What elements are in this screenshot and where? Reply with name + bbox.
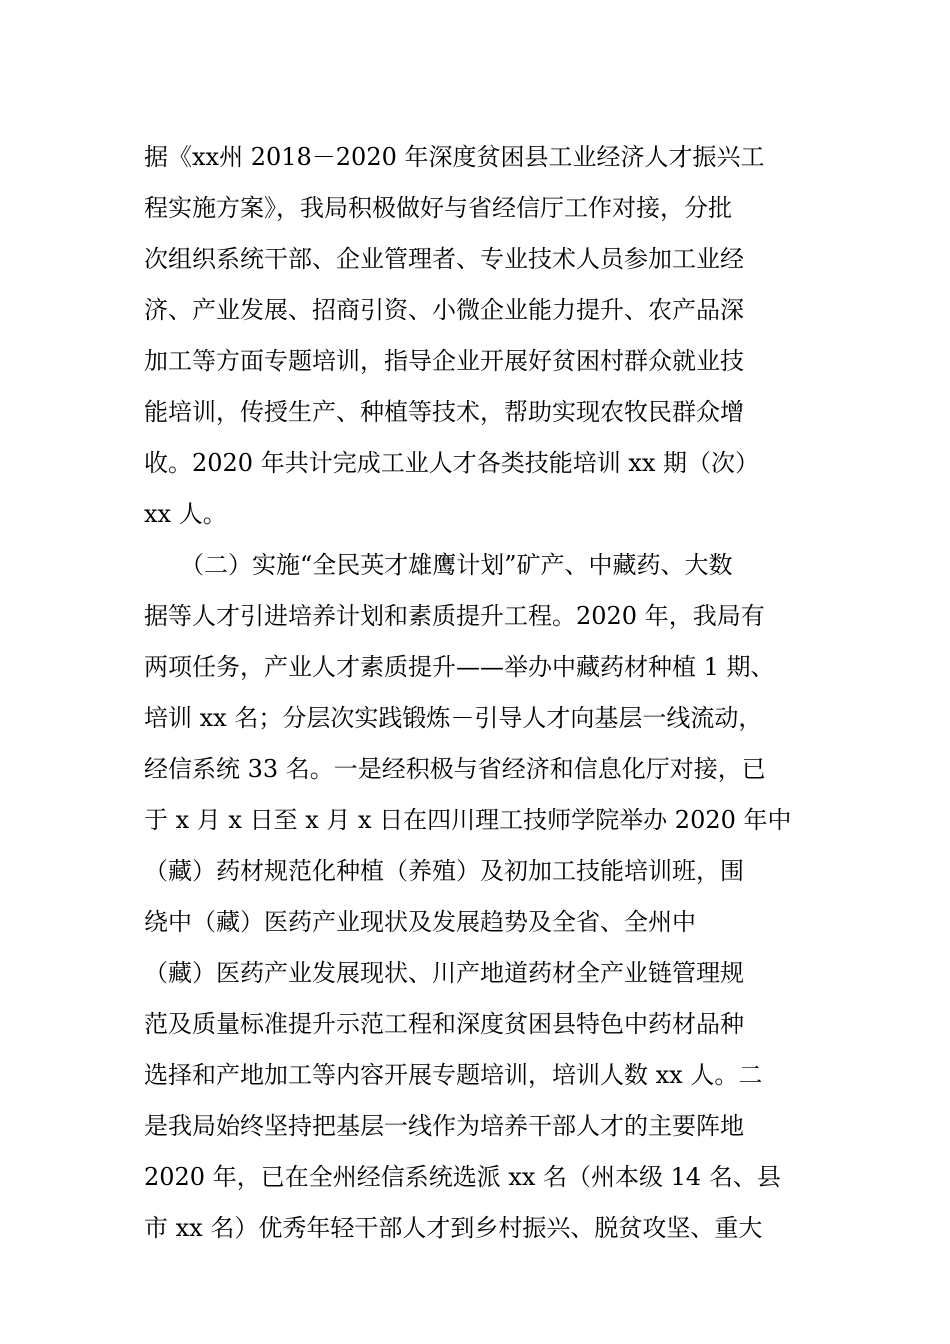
text-line: 两项任务，产业人才素质提升——举办中藏药材种植 1 期、 (144, 653, 775, 681)
text-line: 范及质量标准提升示范工程和深度贫困县特色中药材品种 (144, 1010, 744, 1038)
text-line: 培训 xx 名；分层次实践锻炼－引导人才向基层一线流动， (144, 704, 763, 732)
text-line: 次组织系统干部、企业管理者、专业技术人员参加工业经 (144, 245, 744, 273)
text-line: （藏）药材规范化种植（养殖）及初加工技能培训班，围 (144, 857, 744, 885)
text-line: （二）实施“全民英才雄鹰计划”矿产、中藏药、大数 (144, 551, 733, 579)
document-body (144, 132, 824, 1254)
text-line: 选择和产地加工等内容开展专题培训，培训人数 xx 人。二 (144, 1061, 763, 1089)
text-line: 济、产业发展、招商引资、小微企业能力提升、农产品深 (144, 296, 744, 324)
text-line: 是我局始终坚持把基层一线作为培养干部人才的主要阵地 (144, 1112, 744, 1140)
text-line: 据等人才引进培养计划和素质提升工程。2020 年，我局有 (144, 602, 765, 630)
text-line: 加工等方面专题培训，指导企业开展好贫困村群众就业技 (144, 347, 744, 375)
text-line: 据《xx州 2018－2020 年深度贫困县工业经济人才振兴工 (144, 143, 765, 171)
text-line: 经信系统 33 名。一是经积极与省经济和信息化厅对接，已 (144, 755, 766, 783)
text-line: 市 xx 名）优秀年轻干部人才到乡村振兴、脱贫攻坚、重大 (144, 1214, 763, 1242)
text-line: 收。2020 年共计完成工业人才各类技能培训 xx 期（次） (144, 449, 760, 477)
text-line: 2020 年，已在全州经信系统选派 xx 名（州本级 14 名、县 (144, 1163, 781, 1191)
text-line: 程实施方案》，我局积极做好与省经信厅工作对接，分批 (144, 194, 732, 222)
text-line: 于 x 月 x 日至 x 月 x 日在四川理工技师学院举办 2020 年中 (144, 806, 792, 834)
text-line: 绕中（藏）医药产业现状及发展趋势及全省、全州中 (144, 908, 696, 936)
text-line: xx 人。 (144, 500, 227, 528)
text-line: （藏）医药产业发展现状、川产地道药材全产业链管理规 (144, 959, 744, 987)
text-line: 能培训，传授生产、种植等技术，帮助实现农牧民群众增 (144, 398, 744, 426)
